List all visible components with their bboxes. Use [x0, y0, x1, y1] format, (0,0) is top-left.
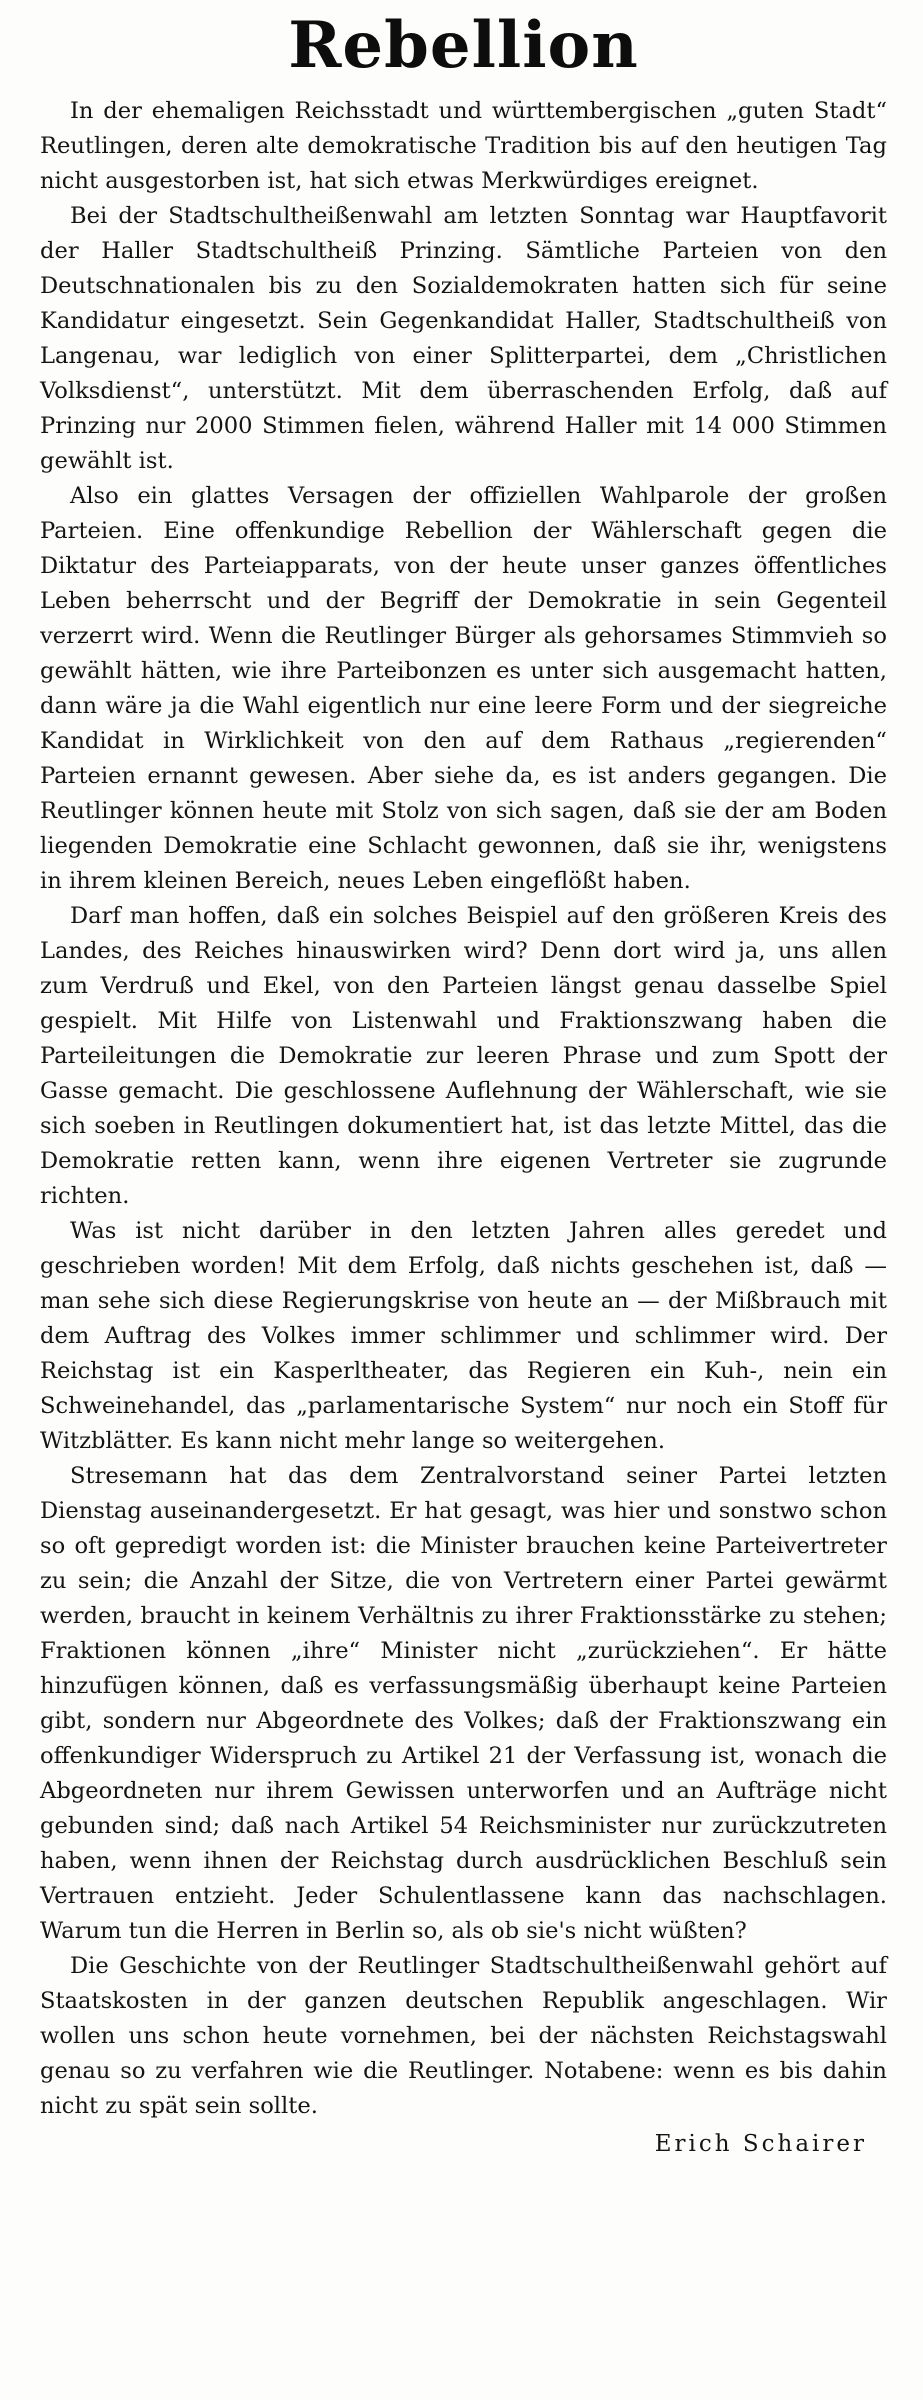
article-paragraph-3: Also ein glattes Versagen der offiziellen Wahlparole der großen Parteien. Eine offenkundige Rebellion der Wählerschaft gegen die Diktatur des Parteiapparats, von der heute unser ganzes öffentliches Leben beherrscht und der Begriff der Demokratie in sein Gegenteil verzerrt wird. Wenn die Reutlinger Bürger als gehorsames Stimmvieh so gewählt hätten, wie ihre Parteibonzen es unter sich ausgemacht hatten, dann wäre ja die Wahl eigentlich nur eine leere Form und der siegreiche Kandidat in Wirklichkeit von den auf dem Rathaus „regierenden“ Parteien ernannt gewesen. Aber siehe da, es ist anders gegangen. Die Reutlinger können heute mit Stolz von sich sagen, daß sie der am Boden liegenden Demokratie eine Schlacht gewonnen, daß sie ihr, wenigstens in ihrem kleinen Bereich, neues Leben eingeflößt haben. [40, 483, 887, 894]
article-paragraph-6: Stresemann hat das dem Zentralvorstand seiner Partei letzten Dienstag auseinandergesetzt. Er hat gesagt, was hier und sonstwo schon so oft gepredigt worden ist: die Minister brauchen keine Parteivertreter zu sein; die Anzahl der Sitze, die von Vertretern einer Partei gewärmt werden, braucht in keinem Verhältnis zu ihrer Fraktionsstärke zu stehen; Fraktionen können „ihre“ Minister nicht „zurückziehen“. Er hätte hinzufügen können, daß es verfassungsmäßig überhaupt keine Parteien gibt, sondern nur Abgeordnete des Volkes; daß der Fraktionszwang ein offenkundiger Widerspruch zu Artikel 21 der Verfassung ist, wonach die Abgeordneten nur ihrem Gewissen unterworfen und an Aufträge nicht gebunden sind; daß nach Artikel 54 Reichsminister nur zurückzutreten haben, wenn ihnen der Reichstag durch ausdrücklichen Beschluß sein Vertrauen entzieht. Jeder Schulentlassene kann das nachschlagen. Warum tun die Herren in Berlin so, als ob sie's nicht wüßten? [40, 1463, 887, 1944]
article-paragraph-7: Die Geschichte von der Reutlinger Stadtschultheißenwahl gehört auf Staatskosten in der ganzen deutschen Republik angeschlagen. Wir wollen uns schon heute vornehmen, bei der nächsten Reichstagswahl genau so zu verfahren wie die Reutlinger. Notabene: wenn es bis dahin nicht zu spät sein sollte. [40, 1953, 887, 2119]
article-paragraph-5: Was ist nicht darüber in den letzten Jahren alles geredet und geschrieben worden! Mit dem Erfolg, daß nichts geschehen ist, daß — man sehe sich diese Regierungskrise von heute an — der Mißbrauch mit dem Auftrag des Volkes immer schlimmer und schlimmer wird. Der Reichstag ist ein Kasperltheater, das Regieren ein Kuh-, nein ein Schweinehandel, das „parlamentarische System“ nur noch ein Stoff für Witzblätter. Es kann nicht mehr lange so weitergehen. [40, 1218, 887, 1454]
author-byline: Erich Schairer [654, 2131, 867, 2157]
article-headline: Rebellion [288, 8, 639, 83]
article-paragraph-1: In der ehemaligen Reichsstadt und württembergischen „guten Stadt“ Reutlingen, deren alte demokratische Tradition bis auf den heutigen Tag nicht ausgestorben ist, hat sich etwas Merkwürdiges ereignet. [40, 98, 887, 194]
article-paragraph-4: Darf man hoffen, daß ein solches Beispiel auf den größeren Kreis des Landes, des Reiches hinauswirken wird? Denn dort wird ja, uns allen zum Verdruß und Ekel, von den Parteien längst genau dasselbe Spiel gespielt. Mit Hilfe von Listenwahl und Fraktionszwang haben die Parteileitungen die Demokratie zur leeren Phrase und zum Spott der Gasse gemacht. Die geschlossene Auflehnung der Wählerschaft, wie sie sich soeben in Reutlingen dokumentiert hat, ist das letzte Mittel, das die Demokratie retten kann, wenn ihre eigenen Vertreter sie zugrunde richten. [40, 903, 887, 1209]
article-body [40, 94, 887, 2164]
article-paragraph-2: Bei der Stadtschultheißenwahl am letzten Sonntag war Hauptfavorit der Haller Stadtschultheiß Prinzing. Sämtliche Parteien von den Deutschnationalen bis zu den Sozialdemokraten hatten sich für seine Kandidatur eingesetzt. Sein Gegenkandidat Haller, Stadtschultheiß von Langenau, war lediglich von einer Splitterpartei, dem „Christlichen Volksdienst“, unterstützt. Mit dem überraschenden Erfolg, daß auf Prinzing nur 2000 Stimmen fielen, während Haller mit 14 000 Stimmen gewählt ist. [40, 203, 887, 474]
